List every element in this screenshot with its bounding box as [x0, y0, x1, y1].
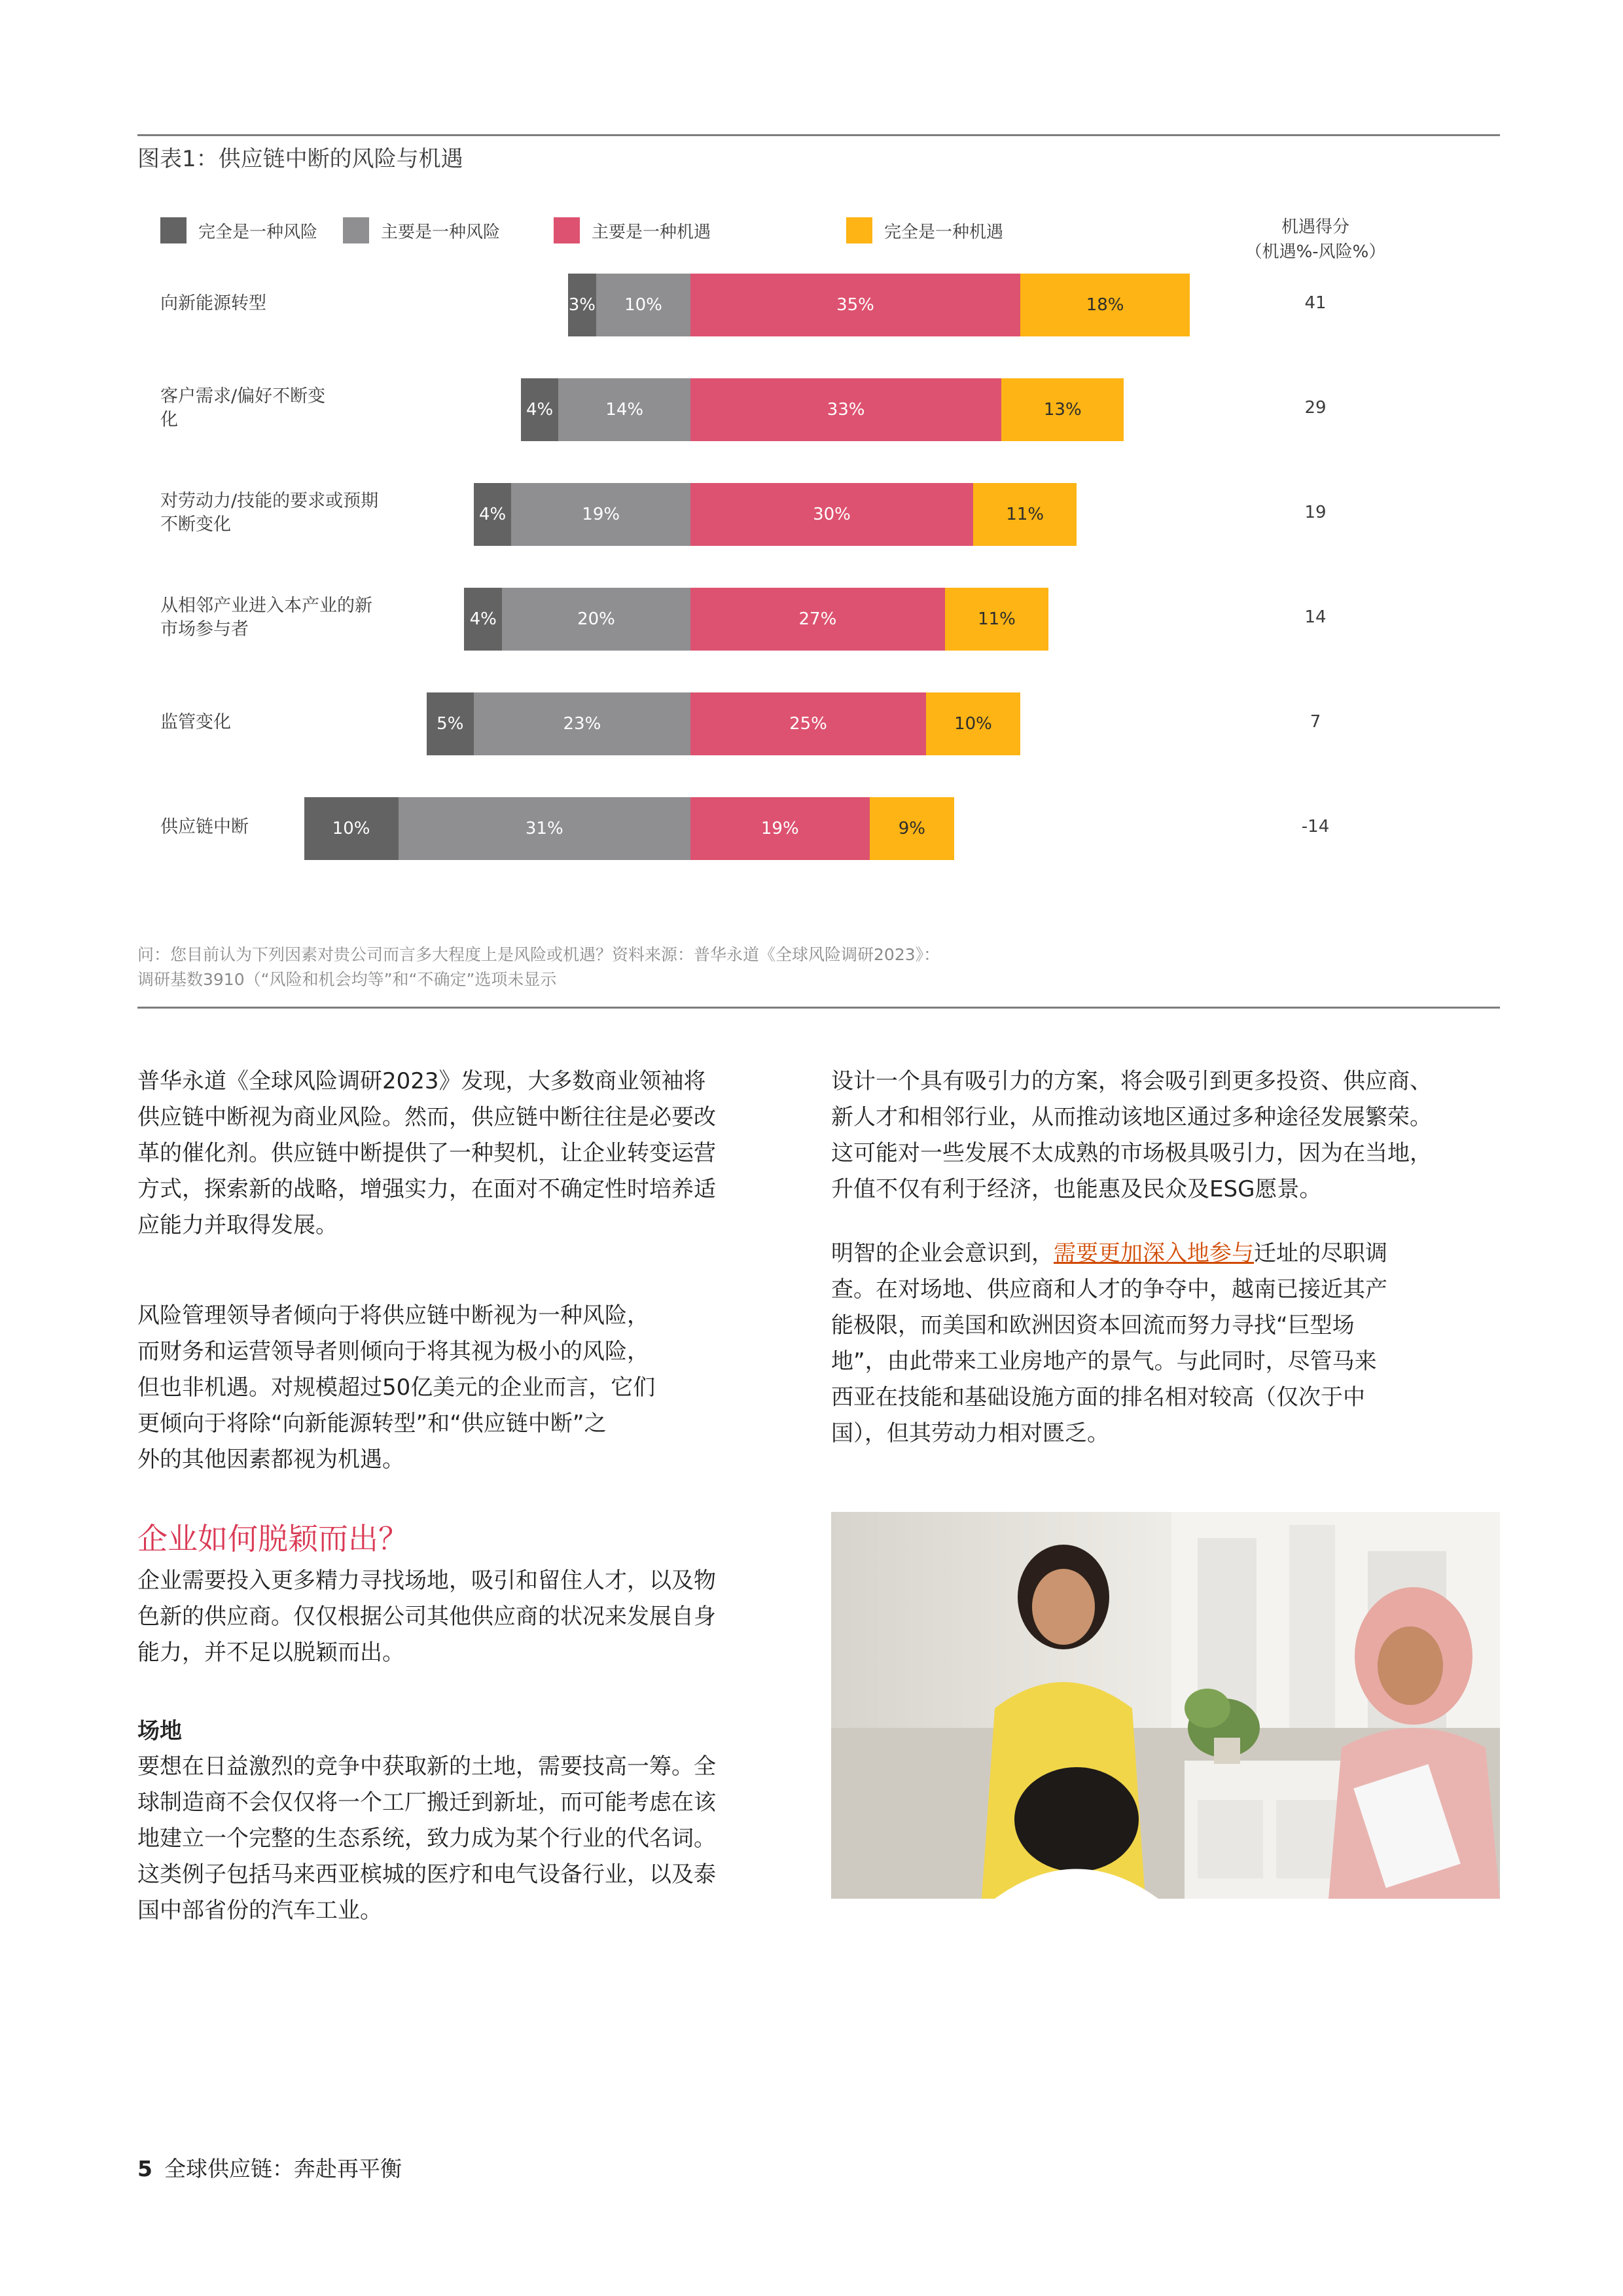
right-p2-suffix: 迁址的尽职调	[1254, 1240, 1387, 1266]
bar-value-label: 33%	[827, 400, 865, 420]
bar-value-label: 11%	[1006, 505, 1044, 524]
paragraph-line: 西亚在技能和基础设施方面的排名相对较高（仅次于中	[831, 1384, 1365, 1410]
office-meeting-photo	[831, 1512, 1500, 1899]
bar-full-opportunity	[1001, 378, 1124, 441]
paragraph-line: 国），但其劳动力相对匮乏。	[831, 1420, 1109, 1446]
bar-mostly-opportunity	[690, 692, 926, 755]
bar-full-risk	[568, 274, 596, 336]
chart-note-line1: 问：您目前认为下列因素对贵公司而言多大程度上是风险或机遇？资料来源：普华永道《全球风险调研2023》：	[137, 945, 940, 964]
right-paragraph-2-line	[831, 1236, 1387, 1272]
bar-value-label: 23%	[563, 714, 601, 734]
paragraph-line: 这类例子包括马来西亚槟城的医疗和电气设备行业，以及泰	[137, 1861, 716, 1888]
venue-heading: 场地	[137, 1718, 182, 1744]
bar-value-label: 10%	[332, 819, 370, 838]
bar-value-label: 18%	[1086, 295, 1124, 315]
paragraph-line: 应能力并取得发展。	[137, 1212, 338, 1238]
paragraph-line: 设计一个具有吸引力的方案，将会吸引到更多投资、供应商、	[831, 1068, 1432, 1094]
bar-value-label: 10%	[624, 295, 662, 315]
paragraph-line: 查。在对场地、供应商和人才的争夺中，越南已接近其产	[831, 1276, 1387, 1302]
score-header-line1: 机遇得分	[1281, 217, 1349, 237]
category-label-line: 向新能源转型	[160, 293, 266, 314]
right-paragraph-1	[831, 1064, 1432, 1208]
bar-full-opportunity	[1020, 274, 1190, 336]
paragraph-line: 普华永道《全球风险调研2023》发现，大多数商业领袖将	[137, 1068, 706, 1094]
paragraph-line: 能极限，而美国和欧洲因资本回流而努力寻找“巨型场	[831, 1312, 1355, 1338]
bar-value-label: 27%	[798, 609, 837, 629]
bar-full-risk	[521, 378, 559, 441]
bar-full-risk	[464, 588, 502, 651]
paragraph-line: 这可能对一些发展不太成熟的市场极具吸引力，因为在当地，	[831, 1140, 1432, 1166]
bar-value-label: 5%	[437, 714, 464, 734]
bar-value-label: 19%	[582, 505, 620, 524]
paragraph-line: 更倾向于将除“向新能源转型”和“供应链中断”之	[137, 1410, 607, 1437]
paragraph-line: 能力，并不足以脱颖而出。	[137, 1640, 404, 1666]
bar-full-risk	[304, 797, 399, 860]
category-label	[160, 594, 435, 641]
bar-mostly-risk	[511, 483, 690, 546]
bar-mostly-risk	[399, 797, 690, 860]
legend-item-full-opportunity	[846, 216, 1003, 245]
bar-mostly-risk	[596, 274, 690, 336]
bar-mostly-opportunity	[690, 274, 1020, 336]
bar-full-opportunity	[945, 588, 1048, 651]
paragraph-line: 革的催化剂。供应链中断提供了一种契机，让企业转变运营	[137, 1140, 716, 1166]
bar-mostly-opportunity	[690, 797, 870, 860]
bar-value-label: 3%	[568, 295, 596, 315]
bar-value-label: 19%	[760, 819, 799, 838]
bar-value-label: 30%	[813, 505, 851, 524]
left-paragraph-3	[137, 1563, 716, 1671]
bar-mostly-risk	[474, 692, 690, 755]
category-label	[160, 490, 435, 537]
bar-full-opportunity	[926, 692, 1020, 755]
category-label-line: 供应链中断	[160, 817, 249, 837]
page-number: 5	[137, 2156, 152, 2181]
bar-value-label: 25%	[789, 714, 827, 734]
category-label	[160, 292, 435, 315]
bar-value-label: 4%	[469, 609, 497, 629]
bar-value-label: 13%	[1043, 400, 1082, 420]
paragraph-line: 风险管理领导者倾向于将供应链中断视为一种风险，	[137, 1302, 649, 1329]
bar-mostly-opportunity	[690, 483, 973, 546]
category-label-line: 监管变化	[160, 712, 231, 732]
bar-value-label: 20%	[577, 609, 615, 629]
legend-swatch-mostly-opportunity	[554, 217, 580, 243]
opportunity-score: 7	[1310, 712, 1321, 732]
paragraph-line: 升值不仅有利于经济，也能惠及民众及ESG愿景。	[831, 1176, 1322, 1202]
paragraph-line: 供应链中断视为商业风险。然而，供应链中断往往是必要改	[137, 1104, 716, 1130]
bar-mostly-opportunity	[690, 378, 1001, 441]
chart-bottom-rule	[137, 1007, 1500, 1009]
bar-full-risk	[427, 692, 474, 755]
category-label-line: 不断变化	[160, 514, 231, 535]
left-paragraph-1	[137, 1064, 716, 1244]
paragraph-line: 国中部省份的汽车工业。	[137, 1897, 382, 1924]
bar-mostly-opportunity	[690, 588, 945, 651]
paragraph-line: 球制造商不会仅仅将一个工厂搬迁到新址，而可能考虑在该	[137, 1789, 716, 1816]
right-paragraph-2	[831, 1236, 1387, 1452]
score-header-line2: （机遇%-风险%）	[1245, 242, 1386, 262]
category-label	[160, 711, 435, 734]
due-diligence-link[interactable]: 需要更加深入地参与	[1054, 1240, 1254, 1266]
category-label-line: 化	[160, 410, 178, 430]
chart-note	[137, 942, 1250, 992]
category-label-line: 对劳动力/技能的要求或预期	[160, 491, 379, 511]
score-header	[1243, 215, 1387, 264]
paragraph-line: 而财务和运营领导者则倾向于将其视为极小的风险，	[137, 1338, 649, 1365]
legend-item-mostly-opportunity	[554, 216, 711, 245]
bar-value-label: 11%	[978, 609, 1016, 629]
bar-full-risk	[474, 483, 512, 546]
footer	[137, 2152, 402, 2183]
paragraph-line: 企业需要投入更多精力寻找场地，吸引和留住人才，以及物	[137, 1568, 716, 1594]
bar-value-label: 31%	[525, 819, 563, 838]
bar-value-label: 9%	[898, 819, 926, 838]
right-paragraph-2-rest	[831, 1272, 1387, 1452]
legend-item-mostly-risk	[343, 216, 500, 245]
bar-value-label: 10%	[954, 714, 992, 734]
paragraph-line: 要想在日益激烈的竞争中获取新的土地，需要技高一筹。全	[137, 1753, 716, 1780]
category-label	[160, 385, 435, 432]
legend-swatch-full-risk	[160, 217, 187, 243]
opportunity-score: -14	[1301, 817, 1330, 836]
paragraph-line: 地”，由此带来工业房地产的景气。与此同时，尽管马来	[831, 1348, 1377, 1374]
left-paragraph-2	[137, 1298, 655, 1478]
paragraph-line: 新人才和相邻行业，从而推动该地区通过多种途径发展繁荣。	[831, 1104, 1432, 1130]
footer-title: 全球供应链：奔赴再平衡	[164, 2156, 402, 2181]
bar-value-label: 14%	[605, 400, 644, 420]
chart-title: 图表1：供应链中断的风险与机遇	[137, 146, 463, 172]
opportunity-score: 41	[1304, 293, 1327, 313]
bar-mostly-risk	[502, 588, 690, 651]
bar-value-label: 4%	[526, 400, 554, 420]
legend-label: 完全是一种风险	[198, 222, 318, 242]
bar-full-opportunity	[870, 797, 955, 860]
paragraph-line: 色新的供应商。仅仅根据公司其他供应商的状况来发展自身	[137, 1604, 716, 1630]
paragraph-line: 方式，探索新的战略，增强实力，在面对不确定性时培养适	[137, 1176, 716, 1202]
chart-note-line2: 调研基数3910（“风险和机会均等”和“不确定”选项未显示	[137, 970, 557, 989]
category-label-line: 从相邻产业进入本产业的新	[160, 596, 372, 616]
legend-swatch-full-opportunity	[846, 217, 872, 243]
office-meeting-illustration	[831, 1512, 1500, 1899]
opportunity-score: 19	[1304, 503, 1327, 522]
left-paragraph-4	[137, 1749, 716, 1929]
category-label-line: 市场参与者	[160, 619, 249, 639]
top-rule	[137, 134, 1500, 136]
bar-full-opportunity	[973, 483, 1077, 546]
category-label-line: 客户需求/偏好不断变	[160, 386, 326, 406]
legend-item-full-risk	[160, 216, 317, 245]
right-p2-prefix: 明智的企业会意识到，	[831, 1240, 1054, 1266]
bar-value-label: 4%	[478, 505, 507, 524]
section-heading: 企业如何脱颖而出？	[137, 1521, 408, 1556]
paragraph-line: 但也非机遇。对规模超过50亿美元的企业而言，它们	[137, 1374, 656, 1401]
opportunity-score: 14	[1304, 607, 1327, 627]
legend-label: 主要是一种风险	[381, 222, 501, 242]
bar-value-label: 35%	[836, 295, 874, 315]
bar-mostly-risk	[558, 378, 690, 441]
legend-label: 完全是一种机遇	[884, 222, 1004, 242]
opportunity-score: 29	[1304, 398, 1327, 418]
legend-swatch-mostly-risk	[343, 217, 369, 243]
paragraph-line: 地建立一个完整的生态系统，致力成为某个行业的代名词。	[137, 1825, 716, 1852]
paragraph-line: 外的其他因素都视为机遇。	[137, 1446, 404, 1473]
legend-label: 主要是一种机遇	[592, 222, 711, 242]
